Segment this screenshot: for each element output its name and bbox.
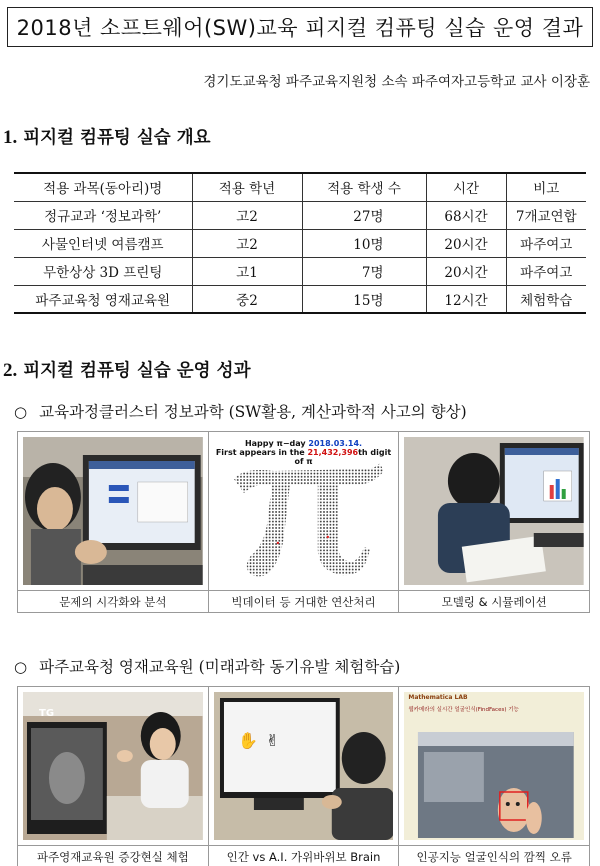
table-cell: 20시간: [426, 257, 506, 285]
caption-bigdata: 빅데이터 등 거대한 연산처리: [209, 591, 400, 612]
section-1-number: 1.: [3, 127, 18, 148]
screen-logo: TG: [39, 708, 55, 719]
table-header-cell: 시간: [426, 173, 506, 201]
photo-data-visualization: [18, 432, 209, 590]
table-cell: 고2: [192, 229, 302, 257]
table-header-cell: 비고: [506, 173, 586, 201]
table-cell: 7개교연합: [506, 201, 586, 229]
table-cell: 파주여고: [506, 257, 586, 285]
photo-modeling: [399, 432, 589, 590]
pi-heading-line1: Happy π−day: [244, 439, 309, 448]
caption-modeling: 모델링 & 시뮬레이션: [441, 594, 547, 609]
table-cell: 무한상상 3D 프린팅: [14, 257, 192, 285]
document-title: [7, 7, 593, 47]
table-cell: 체험학습: [506, 285, 586, 313]
rps-game-photo: [214, 692, 394, 840]
subsection-2-heading: [14, 655, 400, 677]
photo-rock-paper-scissors: [209, 687, 400, 845]
bullet-circle-icon: ○: [14, 658, 28, 676]
table-cell: 68시간: [426, 201, 506, 229]
author-line: 경기도교육청 파주교육지원청 소속 파주여자고등학교 교사 이장훈: [203, 74, 590, 90]
subsection-2-title: 파주교육청 영재교육원 (미래과학 동기유발 체험학습): [39, 658, 401, 676]
face-recognition-screen: [404, 692, 584, 840]
table-cell: 15명: [302, 285, 426, 313]
student-simulation-photo: [404, 437, 584, 585]
photo-augmented-reality: [18, 687, 209, 845]
table-header-cell: 적용 학생 수: [302, 173, 426, 201]
lab-subtitle: 웹카메라의 실시간 얼굴인식(FindFaces) 기능: [408, 707, 519, 713]
caption-visualization: 문제의 시각화와 분석: [18, 591, 209, 612]
bullet-circle-icon: ○: [14, 403, 28, 421]
table-cell: 10명: [302, 229, 426, 257]
table-header-cell: 적용 과목(동아리)명: [14, 173, 192, 201]
document-title-text: 2018년 소프트웨어(SW)교육 피지컬 컴퓨팅 실습 운영 결과: [16, 16, 584, 40]
table-header-row: [14, 173, 586, 201]
svg-text:✌: ✌: [265, 730, 279, 751]
table-row: [14, 257, 586, 285]
table-row: [14, 229, 586, 257]
section-1-heading: [3, 124, 211, 149]
subsection-1-title: 교육과정클러스터 정보과학 (SW활용, 계산과학적 사고의 향상): [39, 403, 467, 421]
subsection-1-heading: [14, 400, 467, 422]
section-2-title: 피지컬 컴퓨팅 실습 운영 성과: [23, 361, 251, 381]
table-cell: 12시간: [426, 285, 506, 313]
table-cell: 파주여고: [506, 229, 586, 257]
pi-heading-number: 21,432,396: [307, 448, 359, 457]
table-cell: 정규교과 ‘정보과학’: [14, 201, 192, 229]
caption-ar: 파주영재교육원 증강현실 체험: [18, 846, 209, 866]
svg-text:✋: ✋: [237, 730, 258, 751]
pi-dot-figure: [214, 437, 394, 585]
caption-face: 인공지능 얼굴인식의 깜찍 오류: [416, 849, 572, 864]
pi-heading-line2-suffix: th digit of π: [294, 448, 392, 466]
photo-face-recognition: [399, 687, 589, 845]
table-header-cell: 적용 학년: [192, 173, 302, 201]
table-row: [14, 285, 586, 313]
table-row: [14, 201, 586, 229]
pi-heading-date: 2018.03.14.: [308, 439, 363, 448]
student-computer-photo: [23, 437, 203, 585]
table-cell: 사물인터넷 여름캠프: [14, 229, 192, 257]
photo-row-1: [17, 431, 590, 613]
photo-row-2: [17, 686, 590, 866]
table-cell: 20시간: [426, 229, 506, 257]
section-1-title: 피지컬 컴퓨팅 실습 개요: [23, 128, 211, 148]
pi-heading-line2: First appears in the: [215, 448, 308, 457]
section-2-number: 2.: [3, 360, 18, 381]
table-cell: 파주교육청 영재교육원: [14, 285, 192, 313]
section-2-heading: [3, 357, 250, 382]
lab-title: Mathematica LAB: [408, 694, 468, 701]
photo-pi-plot: [209, 432, 400, 590]
table-cell: 7명: [302, 257, 426, 285]
table-cell: 27명: [302, 201, 426, 229]
table-cell: 고1: [192, 257, 302, 285]
caption-rps: 인간 vs A.I. 가위바위보 Brain: [209, 846, 400, 866]
table-cell: 중2: [192, 285, 302, 313]
table-cell: 고2: [192, 201, 302, 229]
overview-table: [14, 172, 586, 314]
